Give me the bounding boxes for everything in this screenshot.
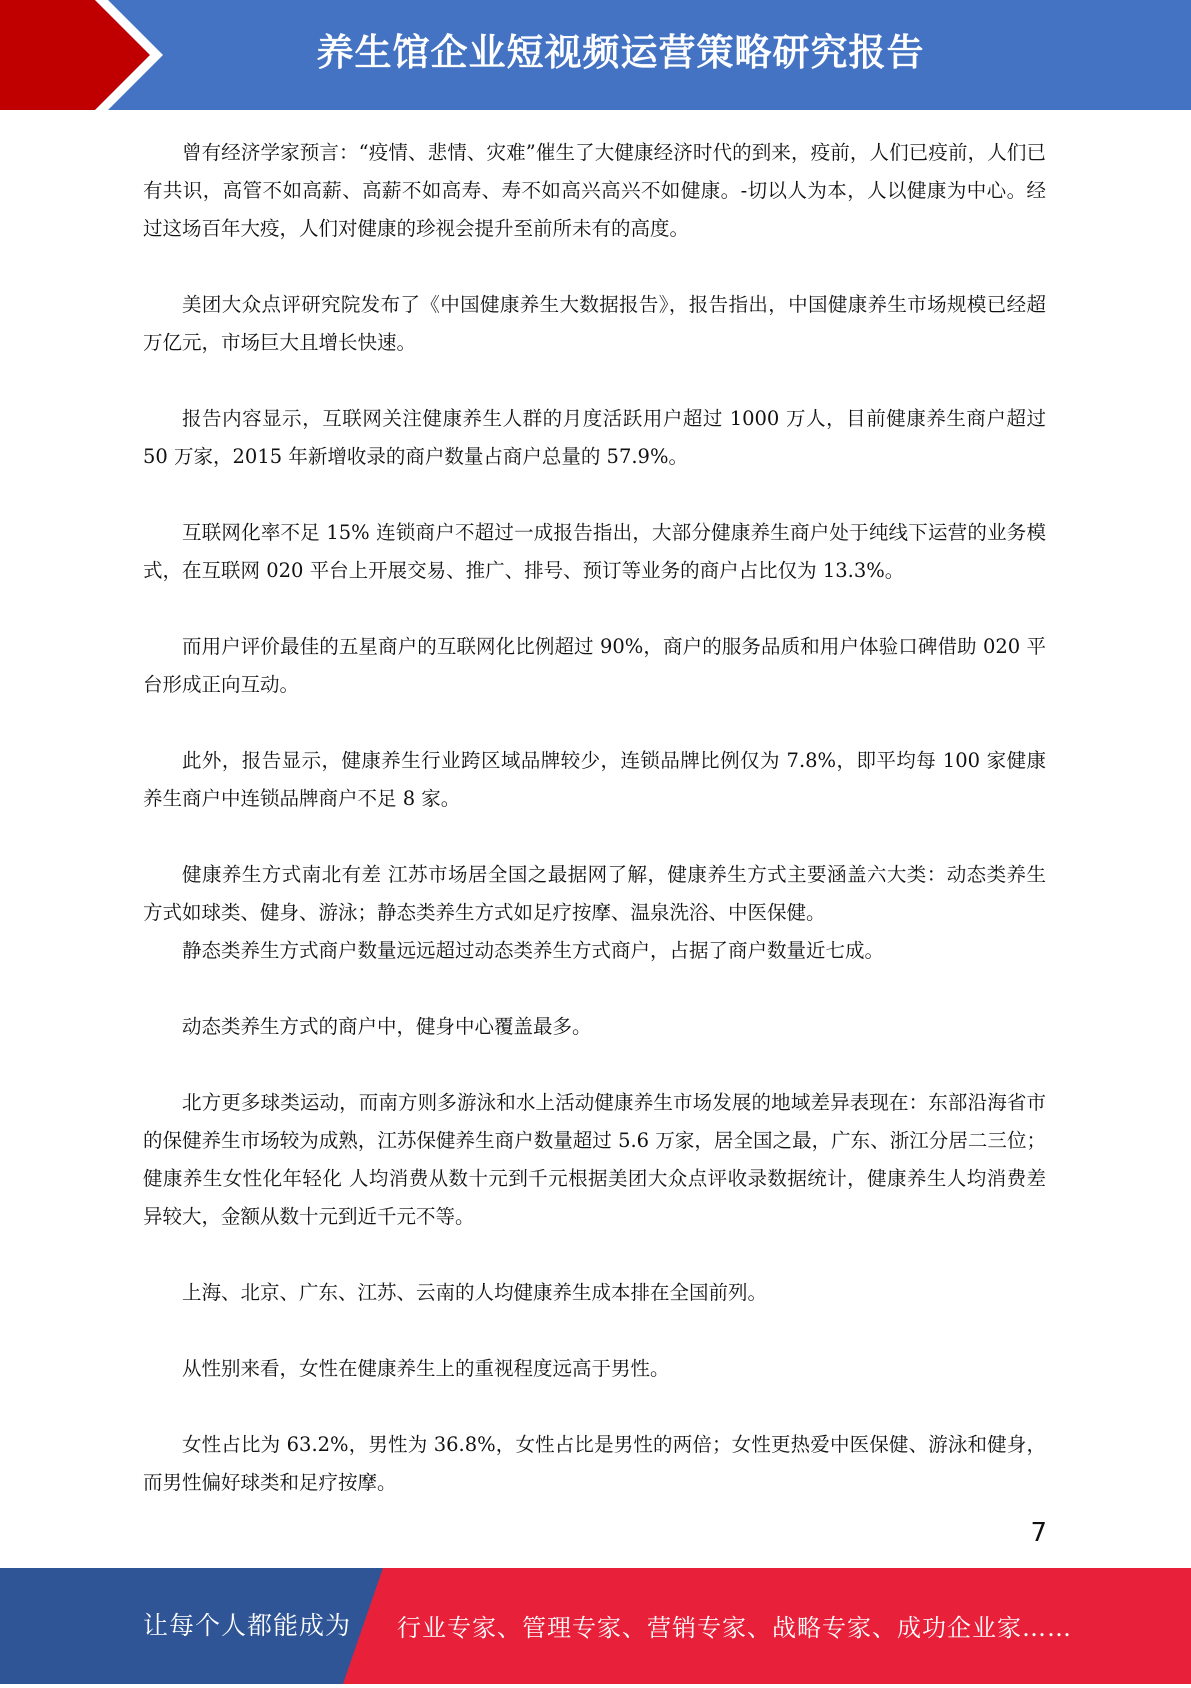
footer-slogan-left: 让每个人都能成为 [143,1611,352,1640]
paragraph-3: 报告内容显示，互联网关注健康养生人群的月度活跃用户超过 1000 万人，目前健康养生商户超过 50 万家，2015 年新增收录的商户数量占商户总量的 57.9%。 [143,407,1046,468]
page-footer [0,1568,1191,1684]
paragraph-9: 动态类养生方式的商户中，健身中心覆盖最多。 [182,1015,592,1038]
header-arrow-icon [0,0,170,110]
paragraph-12: 从性别来看，女性在健康养生上的重视程度远高于男性。 [182,1357,670,1380]
paragraph-7: 健康养生方式南北有差 江苏市场居全国之最据网了解，健康养生方式主要涵盖六大类：动态类养生方式如球类、健身、游泳；静态类养生方式如足疗按摩、温泉洗浴、中医保健。 [143,863,1046,924]
paragraph-13: 女性占比为 63.2%，男性为 36.8%，女性占比是男性的两倍；女性更热爱中医保健、游泳和健身，而男性偏好球类和足疗按摩。 [143,1433,1046,1494]
paragraph-6: 此外，报告显示，健康养生行业跨区域品牌较少，连锁品牌比例仅为 7.8%，即平均每 100 家健康养生商户中连锁品牌商户不足 8 家。 [143,749,1046,810]
paragraph-10: 北方更多球类运动，而南方则多游泳和水上活动健康养生市场发展的地域差异表现在：东部沿海省市的保健养生市场较为成熟，江苏保健养生商户数量超过 5.6 万家，居全国之最，广东、浙江分居二三位；健康养生女性化年轻化 人均消费从数十元到千元根据美团大众点评收录数据统计，健康养生人均消费差异较大，金额从数十元到近千元不等。 [143,1091,1046,1228]
paragraph-4: 互联网化率不足 15% 连锁商户不超过一成报告指出，大部分健康养生商户处于纯线下运营的业务模式，在互联网 020 平台上开展交易、推广、排号、预订等业务的商户占比仅为 13.3%。 [143,521,1046,582]
document-body [143,134,1046,1502]
paragraph-8: 静态类养生方式商户数量远远超过动态类养生方式商户，占据了商户数量近七成。 [182,939,885,962]
page-number: 7 [1030,1518,1047,1548]
page-header [0,0,1191,110]
paragraph-2: 美团大众点评研究院发布了《中国健康养生大数据报告》，报告指出，中国健康养生市场规模已经超万亿元，市场巨大且增长快速。 [143,293,1046,354]
paragraph-1: 曾有经济学家预言：“疫情、悲情、灾难”催生了大健康经济时代的到来，疫前，人们已疫前，人们已有共识，高管不如高薪、高薪不如高寿、寿不如高兴高兴不如健康。-切以人为本，人以健康为中心。经过这场百年大疫，人们对健康的珍视会提升至前所未有的高度。 [143,141,1046,240]
document-title: 养生馆企业短视频运营策略研究报告 [316,31,925,74]
paragraph-11: 上海、北京、广东、江苏、云南的人均健康养生成本排在全国前列。 [182,1281,768,1304]
footer-slogan-right: 行业专家、管理专家、营销专家、战略专家、成功企业家…… [397,1614,1072,1642]
paragraph-5: 而用户评价最佳的五星商户的互联网化比例超过 90%，商户的服务品质和用户体验口碑借助 020 平台形成正向互动。 [143,635,1046,696]
